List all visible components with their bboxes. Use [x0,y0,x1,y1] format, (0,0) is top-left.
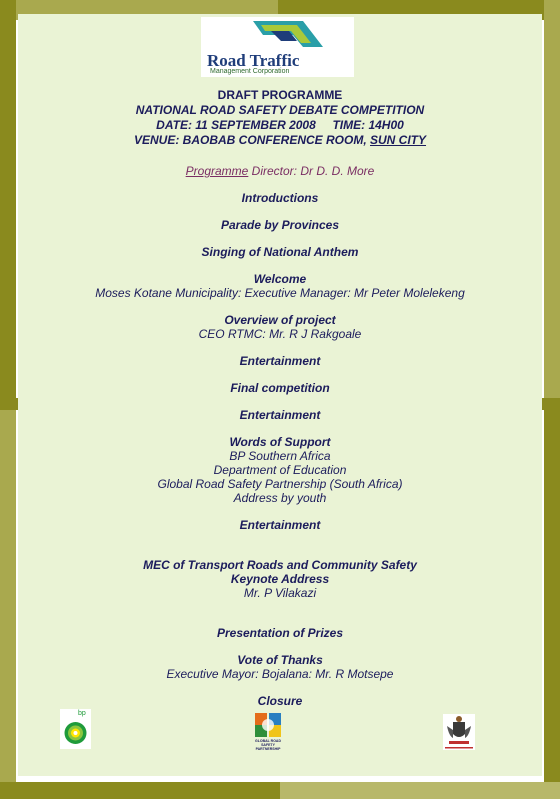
coat-of-arms-icon [443,714,475,750]
programme-content [18,88,542,708]
date-time-line [18,118,542,133]
programme-item-title: Introductions [241,191,319,205]
programme-item-detail: Department of Education [213,463,347,477]
programme-item-title: Entertainment [239,408,321,422]
programme-item-title: Closure [257,694,303,708]
programme-item-title: Keynote Address [230,572,330,586]
programme-item-title: Overview of project [224,313,336,327]
programme-item-title: Final competition [230,381,330,395]
programme-item-title: Singing of National Anthem [201,245,359,259]
programme-item-title: Entertainment [239,518,321,532]
frame-block [544,400,560,799]
coat-of-arms [443,714,475,750]
frame-block [0,410,16,799]
programme-item-title: Words of Support [229,435,331,449]
director-name: Director: Dr D. D. More [248,164,375,178]
programme-item-detail: Executive Mayor: Bojalana: Mr. R Motsepe [166,667,394,681]
programme-item-detail: Mr. P Vilakazi [243,586,317,600]
venue-line [18,133,542,148]
programme-item-detail: Global Road Safety Partnership (South Africa) [157,477,403,491]
programme-item-detail: Moses Kotane Municipality: Executive Manager: Mr Peter Molelekeng [95,286,465,300]
rtmc-logo [201,17,354,77]
time-label: TIME: 14H00 [332,118,404,132]
event-title: NATIONAL ROAD SAFETY DEBATE COMPETITION [135,103,425,117]
frame-block [544,0,560,400]
programme-item-title: Parade by Provinces [220,218,340,232]
logo-subtitle: Management Corporation [210,68,290,75]
programme-items [18,191,542,708]
programme-item-title: MEC of Transport Roads and Community Safety [143,558,417,572]
programme-item-detail: CEO RTMC: Mr. R J Rakgoale [198,327,362,341]
venue-place: SUN CITY [370,133,427,147]
bp-logo [60,709,91,749]
programme-director [18,164,542,178]
frame-block [0,0,16,410]
logo-title: Road Traffic [207,51,300,70]
programme-item-title: Welcome [253,272,307,286]
bp-text: bp [78,710,86,717]
programme-item-title: Entertainment [239,354,321,368]
programme-item-title: Vote of Thanks [237,653,323,667]
date-label: DATE: 11 SEPTEMBER 2008 [156,118,316,132]
venue-prefix: VENUE: BAOBAB CONFERENCE ROOM, [133,133,370,147]
programme-item-title: Presentation of Prizes [216,626,344,640]
frame-block [0,782,280,799]
grsp-caption: GLOBAL ROAD SAFETY PARTNERSHIP [255,739,281,751]
programme-item-detail: BP Southern Africa [229,449,331,463]
grsp-icon [254,712,282,738]
director-label: Programme [185,164,249,178]
frame-block [280,782,560,799]
bp-helios-icon [60,709,91,749]
programme-item-detail: Address by youth [233,491,327,505]
doc-title: DRAFT PROGRAMME [217,88,343,102]
